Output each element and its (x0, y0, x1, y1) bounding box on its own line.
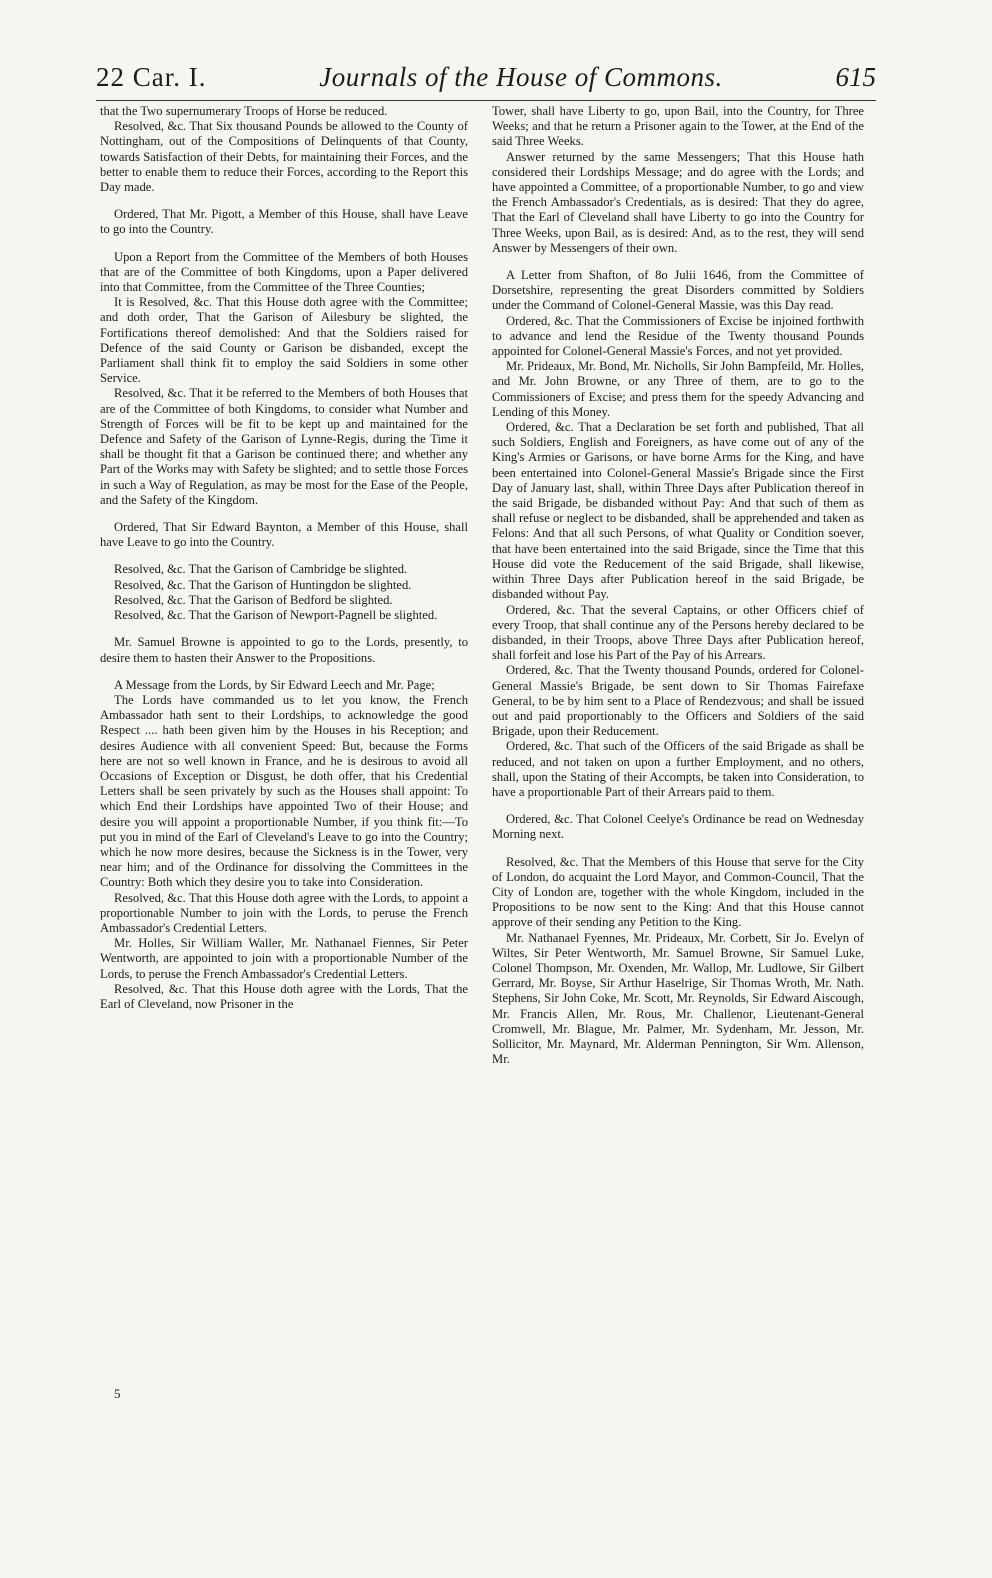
paragraph: Resolved, &c. That the Garison of Cambridge be slighted. (114, 562, 408, 577)
paragraph: Ordered, &c. That Colonel Ceelye's Ordinance be read on Wednesday Morning next. (492, 812, 864, 842)
paragraph: Resolved, &c. That it be referred to the Members of both Houses that are of the Committee of both Kingdoms, to consider what Number and Strength of Forces will be fit to be kept up and maintained for the Defence and Safety of the Garison of Lynne-Regis, during the Time it shall be thought fit that a Garison be continued there; and whether any Part of the Works may with Safety be slighted; and to settle those Forces in such a Way of Regulation, as may be most for the Ease of the People, and the Safety of the Kingdom. (100, 386, 468, 507)
paragraph: Mr. Prideaux, Mr. Bond, Mr. Nicholls, Sir John Bampfeild, Mr. Holles, and Mr. John Browne, or any Three of them, are to go to the Commissioners of Excise; and press them for the speedy Advancing and Lending of this Money. (492, 359, 864, 419)
paragraph: Resolved, &c. That the Garison of Newport-Pagnell be slighted. (114, 608, 438, 623)
paragraph: Ordered, &c. That the several Captains, or other Officers chief of every Troop, that shall continue any of the Persons hereby declared to be disbanded, in their Troops, above Three Days after Publication hereof, shall forfeit and lose his Part of the Pay of his Arrears. (492, 602, 864, 663)
paragraph: Answer returned by the same Messengers; That this House hath considered their Lordships Message; and do agree with the Lords; and have appointed a Committee, of a proportionable Number, to go and view the French Ambassador's Credentials, as is desired: That they do agree, That the Earl of Cleveland shall have Liberty to go into the Country for Three Weeks, upon Bail, as is desired: And, as to the rest, they will send Answer by Messengers of their own. (492, 149, 864, 255)
paragraph: The Lords have commanded us to let you know, the French Ambassador hath sent to their Lordships, to acknowledge the good Respect .... hath been given him by the Houses in his Reception; and desires Audience with all convenient Speed: But, because the Forms here are not so well known in France, and he is desirous to avoid all Occasions of Exception or Disgust, he doth offer, that his Credential Letters shall be seen privately by such as the Houses shall appoint: To which End their Lordships have appointed Two of their House; and desire you will appoint a proportionable Number, if you think fit:—To put you in mind of the Earl of Cleveland's Leave to go into the Country; which he now more desires, because the Sickness is in the Tower, very near him; and of the Ordinance for dissolving the Committees in the Country: Both which they desire you to take into Consideration. (100, 692, 468, 890)
paragraph: Resolved, &c. That the Members of this House that serve for the City of London, do acquaint the Lord Mayor, and Common-Council, That the City of London are, together with the whole Kingdom, included in the Propositions to be now sent to the King: And that this House cannot approve of their sending any Petition to the King. (492, 854, 864, 930)
page-number: 615 (835, 62, 876, 92)
paragraph: Resolved, &c. That the Garison of Huntingdon be slighted. (114, 577, 412, 592)
paragraph: Mr. Holles, Sir William Waller, Mr. Nathanael Fiennes, Sir Peter Wentworth, are appointed to join with a proportionable Number of the Lords, to peruse the French Ambassador's Credential Letters. (100, 936, 468, 981)
paragraph: Ordered, &c. That a Declaration be set forth and published, That all such Soldiers, English and Foreigners, as have come out of any of the King's Armies or Garisons, or have borne Arms for the King, and have been entertained into Colonel-General Massie's Brigade since the First Day of January last, shall, within Three Days after Publication thereof in the said Brigade, be disbanded without Pay: And that such of them as shall refuse or neglect to be disbanded, shall be apprehended and taken as Felons: And that all such Persons, of what Quality or Condition soever, that have been entertained into the said Brigade, since the Time that this House did vote the Reducement of the said Brigade, shall likewise, within Three Days after Publication hereof in the said Brigade, be disbanded without Pay. (492, 420, 864, 602)
signature-mark: 5 (114, 1386, 121, 1401)
paragraph: Ordered, &c. That the Commissioners of Excise be injoined forthwith to advance and lend the Residue of the Twenty thousand Pounds appointed for Colonel-General Massie's Forces, and not yet provided. (492, 313, 864, 359)
paragraph: Ordered, That Mr. Pigott, a Member of this House, shall have Leave to go into the Country. (100, 207, 468, 237)
paragraph: Resolved, &c. That the Garison of Bedford be slighted. (114, 592, 393, 607)
left-column (100, 104, 468, 1012)
paragraph: Ordered, &c. That the Twenty thousand Pounds, ordered for Colonel-General Massie's Brigade, be sent down to Sir Thomas Fairefaxe General, to be by him sent to a Place of Rendezvous; and shall be issued out and paid proportionably to the Officers and Soldiers of the said Brigade, upon their Reducement. (492, 663, 864, 739)
paragraph: Resolved, &c. That this House doth agree with the Lords, That the Earl of Cleveland, now Prisoner in the (100, 981, 468, 1011)
running-head (96, 62, 876, 101)
paragraph: It is Resolved, &c. That this House doth agree with the Committee; and doth order, That the Garison of Ailesbury be slighted, the Fortifications thereof demolished: And that the Soldiers raised for Defence of the said County or Garison be disbanded, except the Parliament shall think fit to employ the said Soldiers in some other Service. (100, 295, 468, 386)
journal-title: Journals of the House of Commons. (319, 62, 723, 92)
paragraph: Resolved, &c. That Six thousand Pounds be allowed to the County of Nottingham, out of the Compositions of Delinquents of that County, towards Satisfaction of their Debts, for maintaining their Forces, and the better to enable them to reduce their Forces, according to the Report this Day made. (100, 119, 468, 195)
paragraph: Resolved, &c. That this House doth agree with the Lords, to appoint a proportionable Number to join with the Lords, to peruse the French Ambassador's Credential Letters. (100, 890, 468, 935)
paragraph: Ordered, &c. That such of the Officers of the said Brigade as shall be reduced, and not taken on upon a further Employment, and no others, shall, upon the Stating of their Accompts, be taken into Consideration, to have a proportionable Part of their Arrears paid to them. (492, 739, 864, 799)
paragraph: that the Two supernumerary Troops of Horse be reduced. (100, 104, 388, 118)
regnal-year: 22 Car. I. (96, 62, 207, 92)
paragraph: Upon a Report from the Committee of the Members of both Houses that are of the Committee of both Kingdoms, upon a Paper delivered into that Committee, from the Committee of the Three Counties; (100, 249, 468, 295)
paragraph: A Message from the Lords, by Sir Edward Leech and Mr. Page; (114, 677, 435, 692)
paragraph: Tower, shall have Liberty to go, upon Bail, into the Country, for Three Weeks; and that he return a Prisoner again to the Tower, at the End of the said Three Weeks. (492, 104, 864, 149)
paragraph: A Letter from Shafton, of 8o Julii 1646, from the Committee of Dorsetshire, representing the great Disorders committed by Soldiers under the Command of Colonel-General Massie, was this Day read. (492, 268, 864, 313)
paragraph: Mr. Samuel Browne is appointed to go to the Lords, presently, to desire them to hasten their Answer to the Propositions. (100, 635, 468, 665)
paragraph: Ordered, That Sir Edward Baynton, a Member of this House, shall have Leave to go into the Country. (100, 520, 468, 550)
right-column (492, 104, 864, 1067)
paragraph: Mr. Nathanael Fyennes, Mr. Prideaux, Mr. Corbett, Sir Jo. Evelyn of Wiltes, Sir Peter Wentworth, Mr. Samuel Browne, Sir Samuel Luke, Colonel Thompson, Mr. Oxenden, Mr. Wallop, Mr. Ludlowe, Sir Gilbert Gerrard, Mr. Boyse, Sir Arthur Haselrige, Sir Thomas Wroth, Mr. Nath. Stephens, Sir John Coke, Mr. Scott, Mr. Reynolds, Sir Edward Aiscough, Mr. Francis Allen, Mr. Rous, Mr. Challenor, Lieutenant-General Cromwell, Mr. Blague, Mr. Palmer, Mr. Sydenham, Mr. Jesson, Mr. Sollicitor, Mr. Maynard, Mr. Alderman Pennington, Sir Wm. Allenson, Mr. (492, 930, 864, 1067)
